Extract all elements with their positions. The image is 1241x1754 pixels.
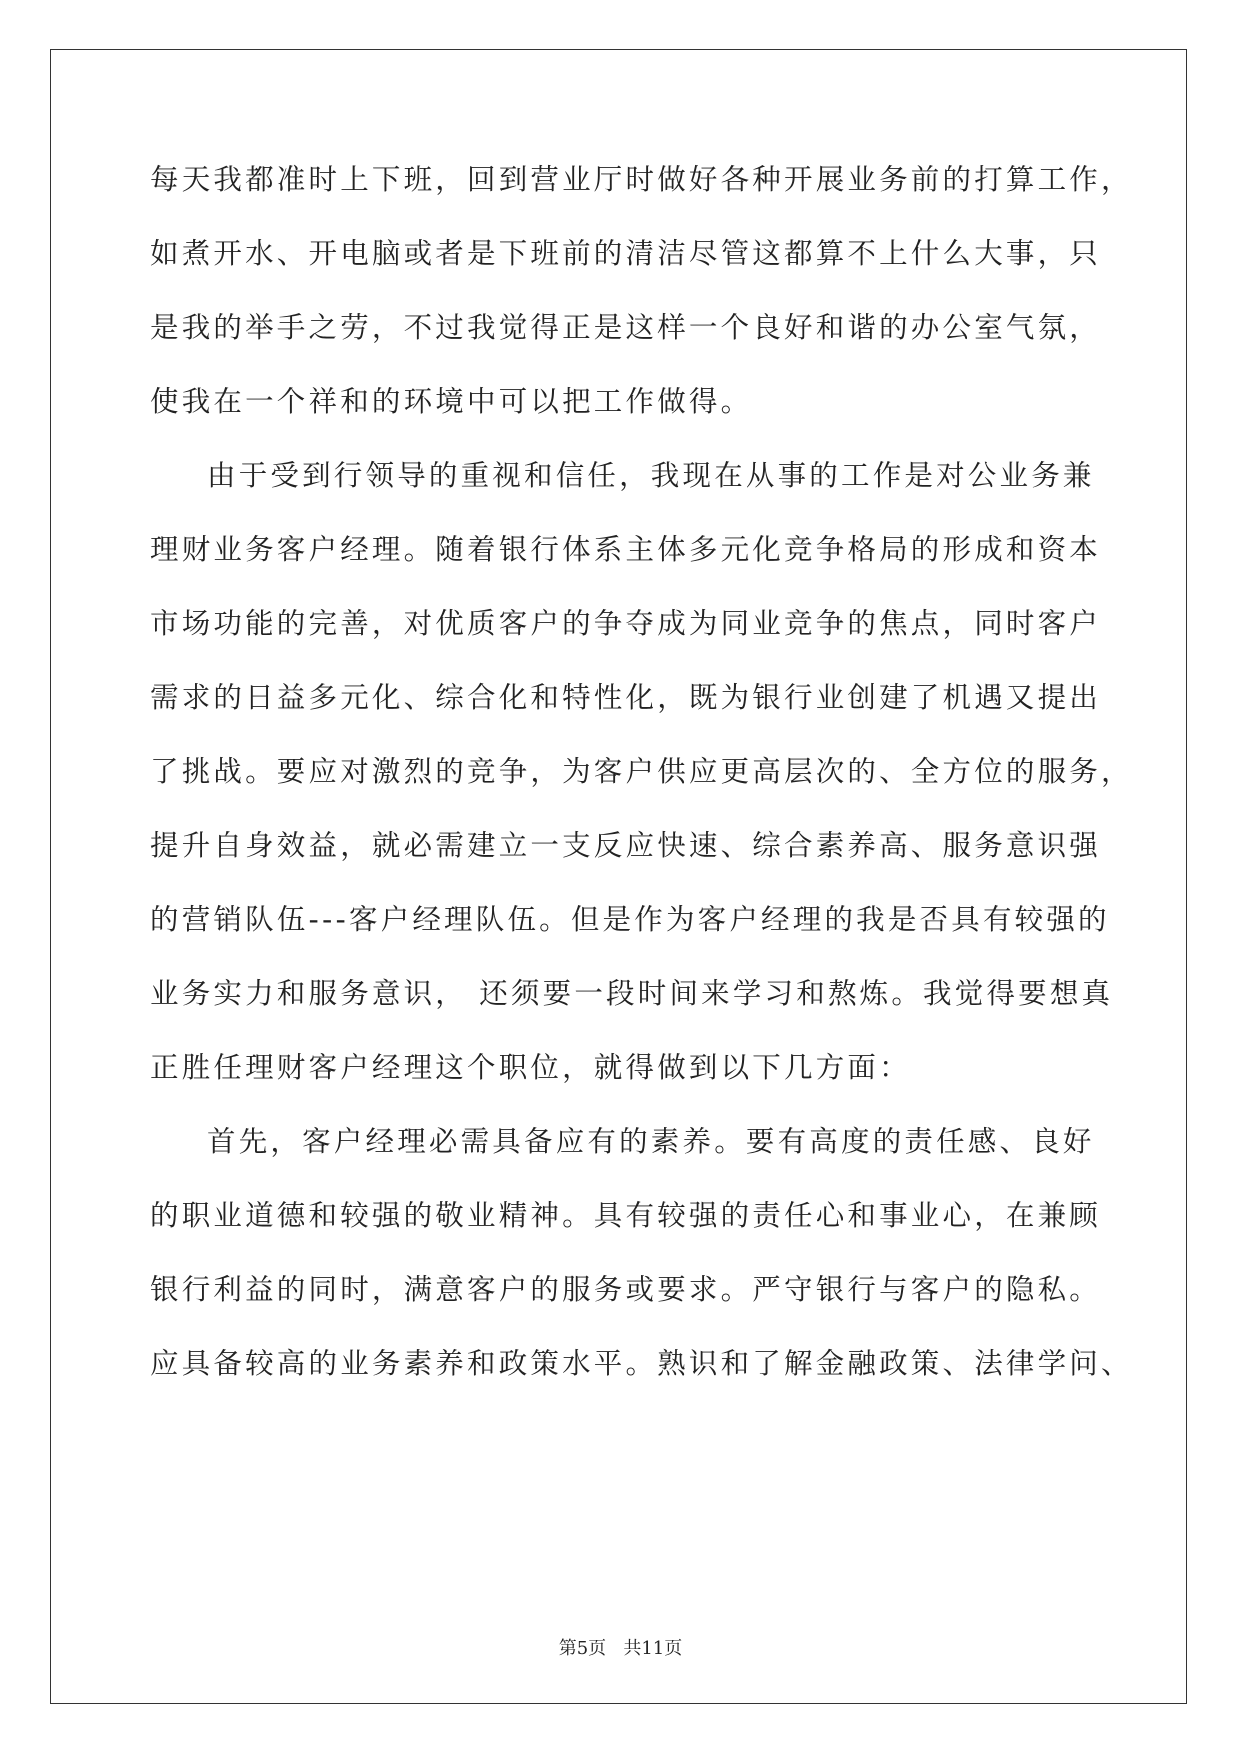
text-line: 市场功能的完善，对优质客户的争夺成为同业竞争的焦点，同时客户 <box>150 607 1102 640</box>
page-number-footer: 第5页 共11页 <box>558 1638 683 1659</box>
paragraph-first-line: 由于受到行领导的重视和信任，我现在从事的工作是对公业务兼 <box>207 459 1095 492</box>
page-border <box>50 49 1187 1704</box>
text-line: 是我的举手之劳，不过我觉得正是这样一个良好和谐的办公室气氛， <box>150 311 1102 344</box>
text-line: 的营销队伍---客户经理队伍。但是作为客户经理的我是否具有较强的 <box>150 903 1110 936</box>
text-line: 使我在一个祥和的环境中可以把工作做得。 <box>150 385 753 418</box>
text-line: 如煮开水、开电脑或者是下班前的清洁尽管这都算不上什么大事，只 <box>150 237 1102 270</box>
text-line: 业务实力和服务意识， 还须要一段时间来学习和熬炼。我觉得要想真 <box>150 977 1114 1010</box>
text-line: 提升自身效益，就必需建立一支反应快速、综合素养高、服务意识强 <box>150 829 1102 862</box>
paragraph-first-line: 首先，客户经理必需具备应有的素养。要有高度的责任感、良好 <box>207 1125 1095 1158</box>
text-line: 需求的日益多元化、综合化和特性化，既为银行业创建了机遇又提出 <box>150 681 1102 714</box>
text-line: 银行利益的同时，满意客户的服务或要求。严守银行与客户的隐私。 <box>150 1273 1102 1306</box>
text-line: 每天我都准时上下班，回到营业厅时做好各种开展业务前的打算工作， <box>150 163 1133 196</box>
text-line: 的职业道德和较强的敬业精神。具有较强的责任心和事业心，在兼顾 <box>150 1199 1102 1232</box>
text-line: 了挑战。要应对激烈的竞争，为客户供应更高层次的、全方位的服务， <box>150 755 1133 788</box>
text-line: 理财业务客户经理。随着银行体系主体多元化竞争格局的形成和资本 <box>150 533 1102 566</box>
text-line: 应具备较高的业务素养和政策水平。熟识和了解金融政策、法律学问、 <box>150 1347 1133 1380</box>
text-line: 正胜任理财客户经理这个职位，就得做到以下几方面： <box>150 1051 911 1084</box>
